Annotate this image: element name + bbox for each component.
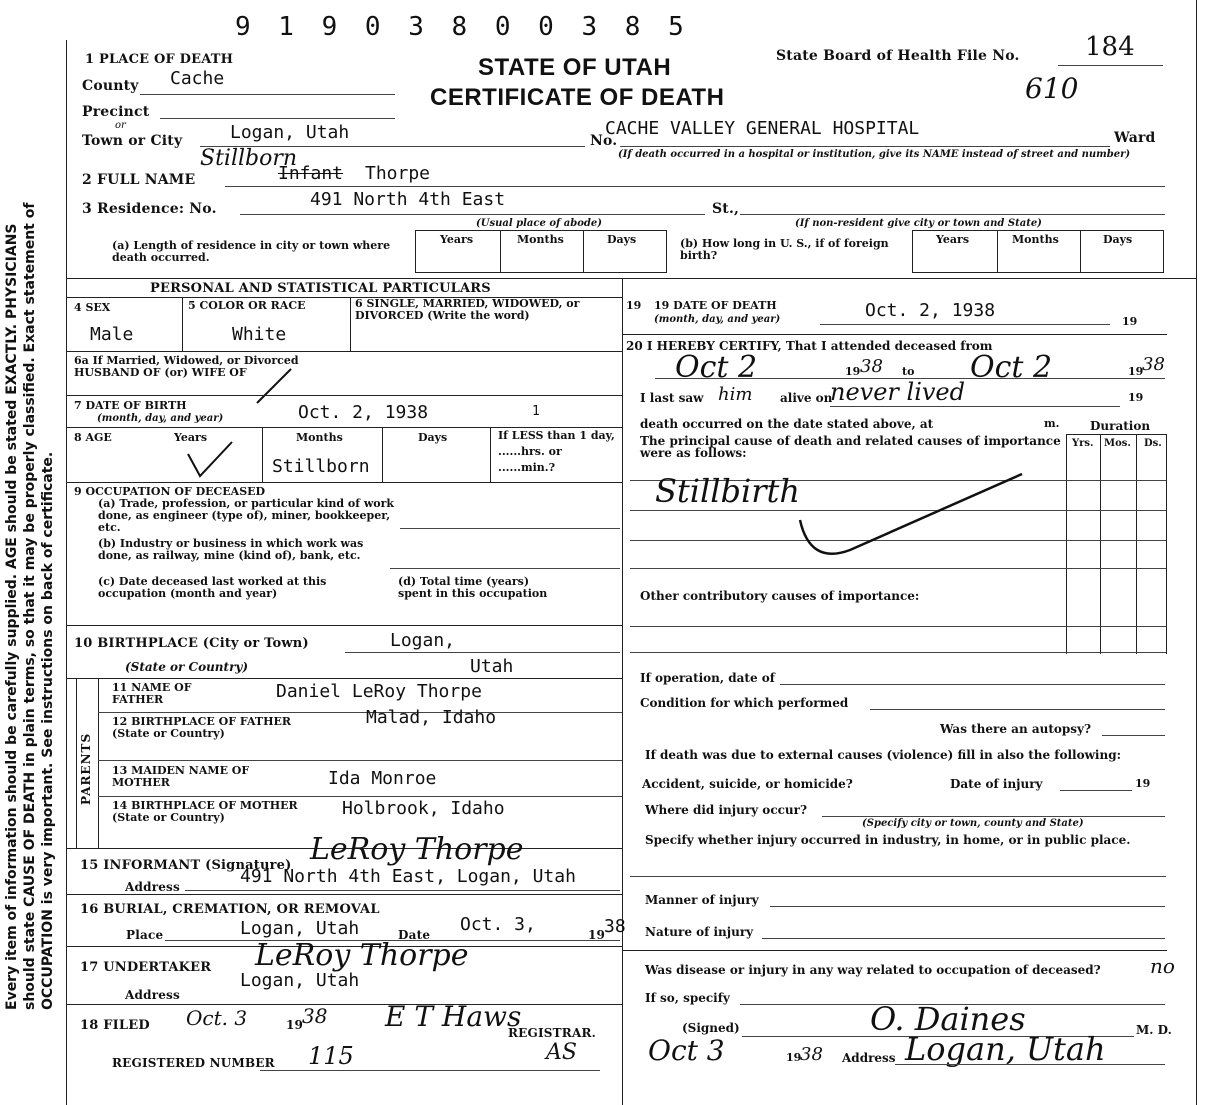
us-box-bottom	[912, 272, 1164, 273]
injury-where-line	[822, 816, 1165, 817]
father-value: Daniel LeRoy Thorpe	[276, 681, 482, 702]
injury-where-label: Where did injury occur?	[645, 803, 808, 817]
county-label: County	[82, 78, 139, 94]
father-line	[98, 712, 622, 713]
attend-from: Oct 2	[675, 350, 758, 385]
us-box-top	[912, 230, 1164, 231]
precinct-label: Precinct	[82, 104, 150, 120]
occupation-a: (a) Trade, profession, or particular kind of work done, as engineer (type of), miner, bookkeeper, etc.	[98, 497, 395, 534]
birthplace-label: 10 BIRTHPLACE (City or Town)	[74, 636, 309, 651]
us-box-line	[997, 230, 998, 272]
alive-on-value: never lived	[830, 378, 965, 406]
physician-signature: O. Daines	[870, 1000, 1026, 1038]
external-label: If death was due to external causes (violence) fill in also the following:	[645, 748, 1122, 762]
full-name-inserted: Stillborn	[200, 146, 298, 171]
length-days: Days	[607, 233, 637, 246]
age-days-label: Days	[418, 431, 448, 444]
age-label: 8 AGE	[74, 431, 112, 444]
dob-extra: 1	[532, 404, 540, 419]
cause-check-mark	[790, 470, 1030, 570]
alive-on-label: alive on	[780, 391, 833, 405]
filed-year-prefix: 19	[286, 1018, 304, 1032]
registrar-label: REGISTRAR.	[508, 1026, 597, 1040]
md-label: M. D.	[1136, 1023, 1172, 1037]
hospital-underline	[620, 146, 1110, 147]
informant-signature: LeRoy Thorpe	[310, 832, 524, 867]
last-saw-label: I last saw	[640, 391, 704, 405]
dob-value: Oct. 2, 1938	[298, 402, 429, 423]
dod-line	[820, 324, 1110, 325]
row-line	[66, 625, 622, 626]
length-box-line	[415, 230, 416, 272]
town-value: Logan, Utah	[230, 122, 350, 143]
injury-date-line	[1060, 790, 1132, 791]
dod-label: 19 DATE OF DEATH	[654, 299, 777, 312]
signed-year: 38	[800, 1044, 823, 1065]
color-value: White	[232, 324, 287, 345]
undertaker-address-label: Address	[125, 988, 180, 1002]
state-file-number: 184	[1085, 32, 1135, 62]
registrar-signature: E T Haws	[385, 1000, 522, 1033]
alive-line	[830, 406, 1120, 407]
injury-date-label: Date of injury	[950, 777, 1043, 791]
file-no-underline	[1058, 65, 1163, 66]
occupation-b-line	[390, 568, 620, 569]
us-box-line	[1080, 230, 1081, 272]
physician-address-line	[895, 1064, 1165, 1065]
us-box-line	[1163, 230, 1164, 272]
dod-number: 19	[626, 299, 642, 312]
state-file-label: State Board of Health File No.	[776, 48, 1020, 64]
manner-label: Manner of injury	[645, 893, 759, 907]
right-border	[1196, 0, 1197, 1105]
dob-sub: (month, day, and year)	[97, 413, 224, 424]
specify-note: (Specify city or town, county and State)	[862, 818, 1084, 829]
father-bp-line	[98, 760, 622, 761]
age-months-label: Months	[296, 431, 343, 444]
row-line	[66, 395, 622, 396]
parents-divider	[98, 678, 99, 848]
burial-label: 16 BURIAL, CREMATION, OR REMOVAL	[80, 902, 380, 917]
length-months: Months	[517, 233, 564, 246]
last-saw-pronoun: him	[718, 384, 753, 405]
state-country-label: (State or Country)	[125, 660, 249, 674]
birthplace-city: Logan,	[390, 630, 456, 651]
father-birthplace-label: 12 BIRTHPLACE OF FATHER (State or Country)	[112, 715, 292, 740]
if-less-label: If LESS than 1 day, ......hrs. or ......min.?	[498, 429, 615, 474]
age-divider	[262, 427, 263, 482]
autopsy-line	[1102, 735, 1165, 736]
color-divider	[350, 297, 351, 351]
sex-label: 4 SEX	[74, 301, 111, 314]
duration-mos: Mos.	[1104, 438, 1131, 449]
parents-label: PARENTS	[79, 732, 93, 805]
signed-date: Oct 3	[648, 1034, 725, 1067]
abode-note: (Usual place of abode)	[476, 218, 602, 229]
age-divider	[382, 427, 383, 482]
occupation-label: 9 OCCUPATION OF DECEASED	[74, 485, 266, 498]
us-years: Years	[936, 233, 970, 246]
sex-divider	[182, 297, 183, 351]
center-divider	[622, 278, 623, 1105]
physician-address-label: Address	[842, 1051, 896, 1065]
manner-line	[770, 906, 1165, 907]
length-box-line	[583, 230, 584, 272]
to-label: to	[902, 365, 915, 378]
personal-heading: PERSONAL AND STATISTICAL PARTICULARS	[150, 281, 491, 296]
full-name-struck: Infant	[278, 163, 344, 184]
length-years: Years	[440, 233, 474, 246]
attend-to: Oct 2	[970, 350, 1053, 385]
number-label: No.	[590, 133, 618, 149]
parents-divider	[76, 678, 77, 848]
sidebar-instruction-3: OCCUPATION is very important. See instructions on back of certificate.	[40, 451, 56, 1010]
duration-yrs: Yrs.	[1072, 438, 1094, 449]
if-so-label: If so, specify	[645, 991, 730, 1005]
medical-row-line	[622, 950, 1167, 951]
residence-value: 491 North 4th East	[310, 189, 506, 210]
mother-label: 13 MAIDEN NAME OF MOTHER	[112, 764, 250, 789]
age-years-label: Years	[174, 431, 208, 444]
spouse-check-mark	[255, 365, 295, 405]
serial-number: 9 1 9 0 3 8 0 0 3 8 5	[235, 12, 690, 42]
informant-address-label: Address	[125, 880, 180, 894]
duration-grid-line	[1136, 434, 1137, 654]
condition-line	[870, 709, 1165, 710]
hospital-note: (If death occurred in a hospital or institution, give its NAME instead of street and number)	[618, 149, 1131, 160]
burial-year: 38	[604, 916, 626, 937]
us-days: Days	[1103, 233, 1133, 246]
full-name-surname: Thorpe	[365, 163, 431, 184]
full-name-label: 2 FULL NAME	[82, 172, 196, 188]
us-box-line	[912, 230, 913, 272]
signed-label: (Signed)	[682, 1021, 740, 1035]
length-box-line	[500, 230, 501, 272]
other-causes-label: Other contributory causes of importance:	[640, 589, 920, 603]
duration-grid-line	[1066, 434, 1067, 654]
accident-label: Accident, suicide, or homicide?	[642, 777, 853, 791]
autopsy-label: Was there an autopsy?	[940, 722, 1092, 736]
physician-address: Logan, Utah	[905, 1030, 1106, 1068]
informant-address: 491 North 4th East, Logan, Utah	[240, 866, 576, 887]
dod-19: 19	[1122, 315, 1138, 328]
certificate-title: CERTIFICATE OF DEATH	[430, 84, 725, 111]
hospital-value: CACHE VALLEY GENERAL HOSPITAL	[605, 118, 920, 139]
occupation-related-value: no	[1150, 954, 1175, 978]
operation-line	[780, 684, 1165, 685]
signed-year-prefix: 19	[786, 1051, 802, 1064]
color-label: 5 COLOR OR RACE	[188, 299, 306, 312]
occupation-a-line	[400, 528, 620, 529]
mother-line	[98, 796, 622, 797]
mother-birthplace-label: 14 BIRTHPLACE OF MOTHER (State or Country)	[112, 799, 298, 824]
section-divider	[66, 278, 1196, 279]
other-causes-line	[630, 652, 1166, 653]
filed-date: Oct. 3	[186, 1006, 248, 1030]
burial-place: Logan, Utah	[240, 918, 360, 939]
attend-to-year-prefix: 19	[1128, 365, 1144, 378]
place-of-death-label: 1 PLACE OF DEATH	[85, 52, 234, 67]
row-line	[66, 894, 622, 895]
father-label: 11 NAME OF FATHER	[112, 681, 192, 706]
occupation-b: (b) Industry or business in which work was done, as railway, mine (kind of), bank, etc.	[98, 537, 364, 562]
duration-label: Duration	[1090, 419, 1151, 433]
county-value: Cache	[170, 68, 225, 89]
occurred-label: death occurred on the date stated above, at	[640, 417, 934, 431]
sidebar-instruction-2: should state CAUSE OF DEATH in plain terms, so that it may be properly classified. Exact statement of	[22, 202, 38, 1010]
occupation-c: (c) Date deceased last worked at this occupation (month and year)	[98, 575, 327, 600]
age-divider	[490, 427, 491, 482]
street-underline	[740, 214, 1165, 215]
specify-label: Specify whether injury occurred in industry, in home, or in public place.	[645, 833, 1131, 847]
local-number: 610	[1025, 72, 1079, 105]
injury-year-prefix: 19	[1135, 777, 1151, 790]
dob-label: 7 DATE OF BIRTH	[74, 399, 187, 412]
us-label: (b) How long in U. S., if of foreign birth?	[680, 237, 889, 262]
birthplace-line	[345, 652, 620, 653]
registrar-initials: AS	[546, 1040, 577, 1065]
age-check-mark	[186, 440, 236, 480]
duration-grid-line	[1100, 434, 1101, 654]
occupation-d: (d) Total time (years) spent in this occupation	[398, 575, 548, 600]
duration-grid-line	[1166, 434, 1167, 654]
row-line	[66, 351, 622, 352]
nonresident-note: (If non-resident give city or town and State)	[795, 218, 1042, 229]
nature-label: Nature of injury	[645, 925, 754, 939]
undertaker-signature: LeRoy Thorpe	[255, 938, 469, 973]
row-line	[66, 678, 622, 679]
informant-line	[185, 890, 620, 891]
burial-year-prefix: 19	[588, 928, 606, 942]
county-underline	[140, 94, 395, 95]
m-label: m.	[1044, 417, 1060, 430]
condition-label: Condition for which performed	[640, 696, 849, 710]
length-box-bottom	[415, 272, 667, 273]
attend-to-year: 38	[1142, 354, 1165, 375]
duration-grid-line	[1066, 434, 1166, 435]
undertaker-label: 17 UNDERTAKER	[80, 960, 212, 975]
marital-label: 6 SINGLE, MARRIED, WIDOWED, or DIVORCED (Write the word)	[355, 297, 580, 322]
sidebar-instruction-1: Every item of information should be carefully supplied. AGE should be stated EXACTLY. PHYSICIANS	[4, 223, 20, 1010]
state-title: STATE OF UTAH	[478, 54, 672, 81]
sex-value: Male	[90, 324, 134, 345]
length-label: (a) Length of residence in city or town where death occurred.	[112, 239, 391, 264]
certify-label: 20 I HEREBY CERTIFY, That I attended deceased from	[626, 339, 993, 353]
medical-row-line	[622, 334, 1167, 335]
father-birthplace-value: Malad, Idaho	[366, 707, 497, 728]
operation-label: If operation, date of	[640, 671, 775, 685]
residence-underline	[240, 214, 705, 215]
burial-date-label: Date	[398, 928, 431, 942]
age-value: Stillborn	[272, 456, 370, 477]
mother-value: Ida Monroe	[328, 768, 437, 789]
attend-from-year: 38	[860, 356, 883, 377]
row-line	[66, 482, 622, 483]
street-label: St.,	[712, 201, 740, 217]
attend-from-year-prefix: 19	[845, 365, 861, 378]
length-box-line	[666, 230, 667, 272]
town-label: Town or City	[82, 133, 183, 149]
spouse-label: 6a If Married, Widowed, or Divorced HUSBAND OF (or) WIFE OF	[74, 354, 299, 379]
filed-year: 38	[302, 1004, 328, 1028]
or-label: or	[115, 120, 126, 131]
burial-place-label: Place	[126, 928, 164, 942]
registered-number-label: REGISTERED NUMBER	[112, 1056, 275, 1070]
dod-sub: (month, day, and year)	[654, 314, 781, 325]
cause-label: The principal cause of death and related causes of importance were as follows:	[640, 434, 1061, 460]
length-box-top	[415, 230, 667, 231]
other-causes-line	[630, 626, 1166, 627]
specify-line	[630, 876, 1166, 877]
duration-ds: Ds.	[1144, 438, 1162, 449]
residence-label: 3 Residence: No.	[82, 201, 217, 217]
row-line	[66, 1004, 622, 1005]
name-underline	[225, 186, 1165, 187]
precinct-underline	[160, 118, 395, 119]
birthplace-state: Utah	[470, 656, 514, 677]
us-months: Months	[1012, 233, 1059, 246]
undertaker-address: Logan, Utah	[240, 970, 360, 991]
dod-value: Oct. 2, 1938	[865, 300, 996, 321]
cause-value: Stillbirth	[655, 472, 800, 510]
registered-line	[260, 1070, 600, 1071]
registered-number: 115	[308, 1042, 354, 1070]
nature-line	[762, 938, 1165, 939]
ward-label: Ward	[1114, 130, 1156, 146]
filed-label: 18 FILED	[80, 1018, 150, 1033]
mother-birthplace-value: Holbrook, Idaho	[342, 798, 505, 819]
informant-label: 15 INFORMANT (Signature)	[80, 858, 292, 873]
alive-year-prefix: 19	[1128, 391, 1144, 404]
occupation-related-label: Was disease or injury in any way related to occupation of deceased?	[645, 963, 1101, 977]
burial-date: Oct. 3,	[460, 914, 536, 935]
